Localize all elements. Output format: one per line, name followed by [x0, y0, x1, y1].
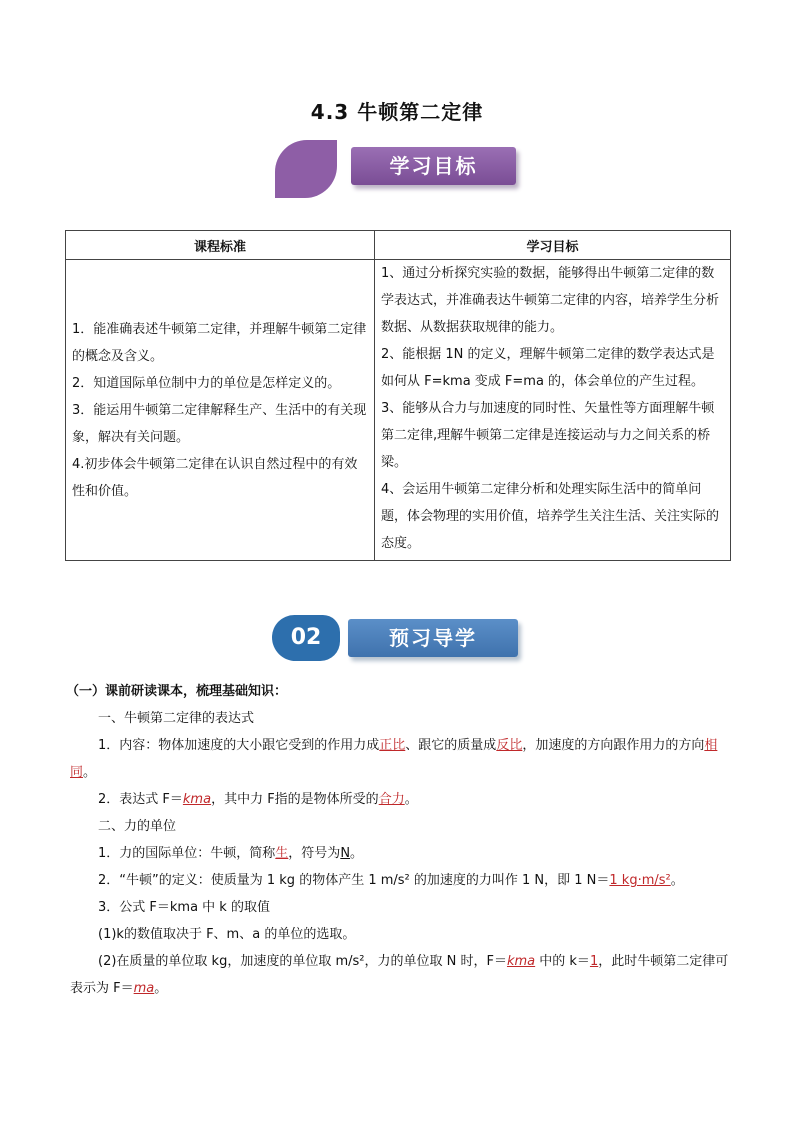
standard-cell: [66, 260, 375, 561]
subheading: 二、力的单位: [98, 819, 177, 834]
preview-banner: [272, 615, 524, 665]
paragraph: (1)k的数值取决于 F、m、a 的单位的选取。: [98, 927, 356, 942]
page-title: 4.3 牛顿第二定律: [310, 100, 484, 124]
paragraph: 2．“牛顿”的定义：使质量为 1 kg 的物体产生 1 m/s² 的加速度的力叫作 1 N，即 1 N＝1 kg·m/s²。: [98, 873, 684, 888]
standard-item: 2．知道国际单位制中力的单位是怎样定义的。: [72, 375, 341, 391]
banner-number-badge: 02: [272, 615, 340, 661]
paragraph: 2．表达式 F＝kma，其中力 F指的是物体所受的合力。: [98, 792, 418, 807]
table-header-goals: 学习目标: [375, 231, 731, 260]
paragraph: 1．力的国际单位：牛顿，简称生，符号为N。: [98, 846, 364, 861]
standard-item: 3．能运用牛顿第二定律解释生产、生活中的有关现象，解决有关问题。: [72, 402, 367, 445]
goal-item: 1、通过分析探究实验的数据，能够得出牛顿第二定律的数学表达式，并准确表达牛顿第二定律的内容，培养学生分析数据、从数据获取规律的能力。: [381, 266, 720, 335]
goals-table: [65, 230, 731, 561]
paragraph: 1．内容：物体加速度的大小跟它受到的作用力成正比、跟它的质量成反比，加速度的方向跟作用力的方向相同。: [70, 738, 718, 780]
goal-item: 2、能根据 1N 的定义，理解牛顿第二定律的数学表达式是如何从 F=kma 变成 F=ma 的，体会单位的产生过程。: [381, 347, 715, 389]
banner-label: 预习导学: [348, 619, 518, 657]
learning-goals-banner: [275, 140, 520, 198]
goal-item: 4、会运用牛顿第二定律分析和处理实际生活中的简单问题，体会物理的实用价值，培养学生关注生活、关注实际的态度。: [381, 482, 720, 551]
subheading: 一、牛顿第二定律的表达式: [98, 711, 255, 726]
standard-item: 4.初步体会牛顿第二定律在认识自然过程中的有效性和价值。: [72, 456, 358, 499]
paragraph: 3．公式 F＝kma 中 k 的取值: [98, 900, 270, 915]
table-header-standard: 课程标准: [66, 231, 375, 260]
paragraph: (2)在质量的单位取 kg，加速度的单位取 m/s²，力的单位取 N 时，F＝kma 中的 k＝1，此时牛顿第二定律可表示为 F＝ma。: [70, 954, 729, 996]
section-heading: （一）课前研读课本，梳理基础知识：: [66, 684, 288, 699]
standard-item: 1．能准确表述牛顿第二定律，并理解牛顿第二定律的概念及含义。: [72, 321, 367, 364]
banner-label: 学习目标: [351, 147, 516, 185]
goal-item: 3、能够从合力与加速度的同时性、矢量性等方面理解牛顿第二定律,理解牛顿第二定律是连接运动与力之间关系的桥梁。: [381, 401, 715, 470]
goals-cell: [375, 260, 731, 561]
banner-leaf-icon: [275, 140, 337, 198]
preview-section: [66, 678, 730, 1002]
